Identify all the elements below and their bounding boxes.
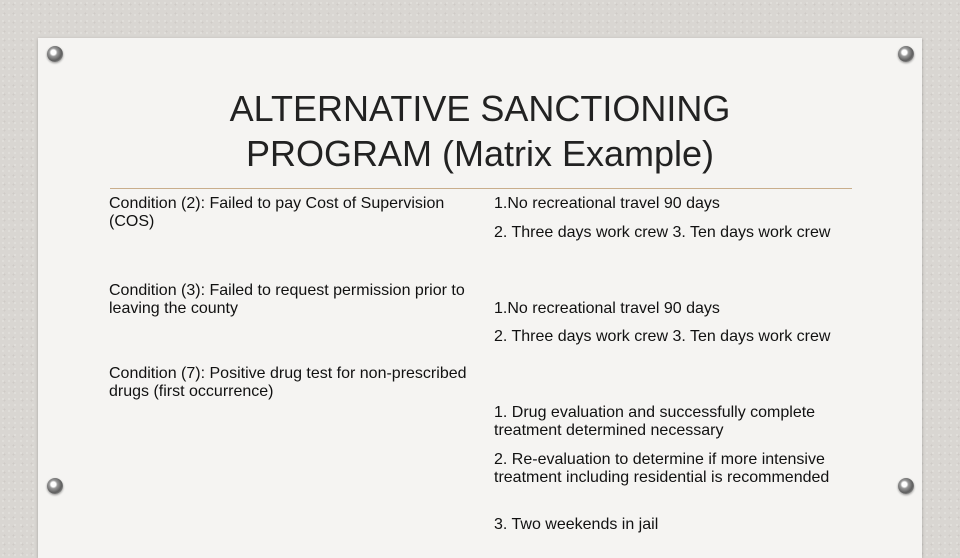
sanction-c7-item-3: 3. Two weekends in jail (494, 516, 659, 533)
pin-icon (47, 46, 63, 62)
title-line-2: PROGRAM (Matrix Example) (245, 133, 715, 174)
title-divider (110, 188, 852, 189)
pin-icon (898, 478, 914, 494)
condition-3: Condition (3): Failed to request permission prior to leaving the county (109, 282, 465, 317)
pin-icon (898, 46, 914, 62)
sanction-c2-item-2: 2. Three days work crew 3. Ten days work crew (494, 224, 831, 241)
title-line-1: ALTERNATIVE SANCTIONING (229, 88, 731, 129)
pin-icon (47, 478, 63, 494)
sanction-c7-item-2: 2. Re-evaluation to determine if more intensive treatment including residential is recommended (494, 451, 830, 486)
condition-7: Condition (7): Positive drug test for non-prescribed drugs (first occurrence) (109, 365, 467, 400)
slide-title (140, 86, 820, 176)
sanction-c7-item-1: 1. Drug evaluation and successfully complete treatment determined necessary (494, 404, 816, 439)
sanction-c3-item-2: 2. Three days work crew 3. Ten days work crew (494, 328, 831, 345)
sanction-c3-item-1: 1.No recreational travel 90 days (494, 300, 720, 317)
sanction-c2-item-1: 1.No recreational travel 90 days (494, 195, 720, 212)
condition-2: Condition (2): Failed to pay Cost of Supervision (COS) (109, 195, 445, 230)
